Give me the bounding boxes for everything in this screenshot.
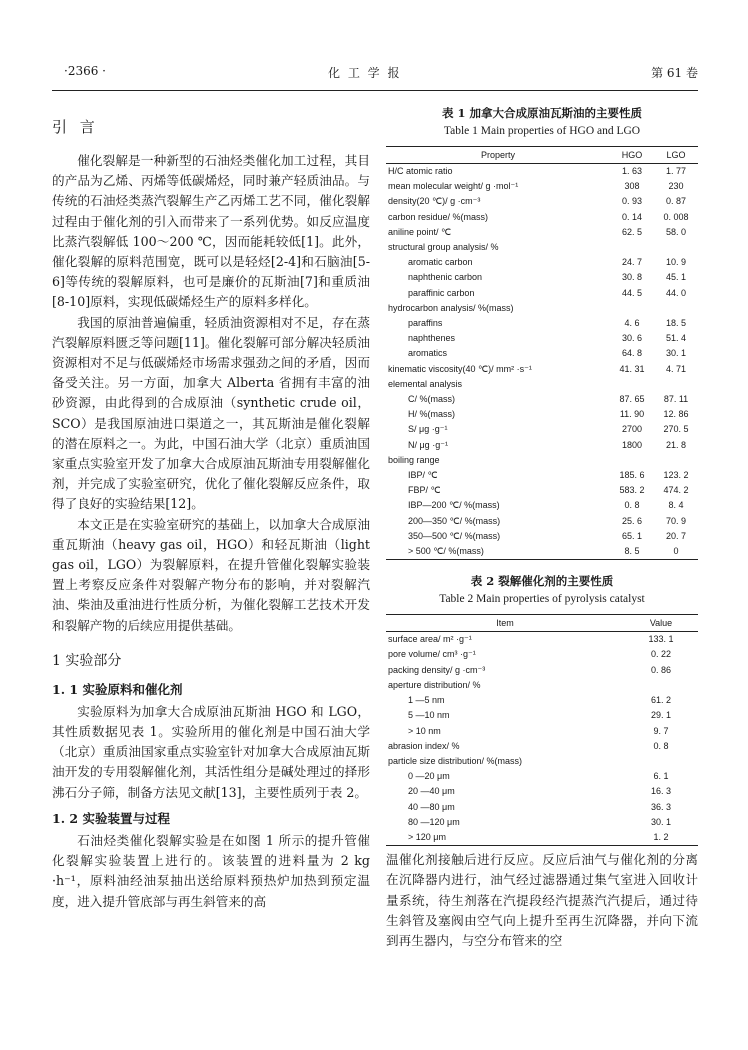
- table2-cell-value: 133. 1: [648, 634, 674, 645]
- table1-row: [386, 392, 698, 407]
- table1-row: [386, 179, 698, 194]
- intro-heading: 引 言: [52, 118, 99, 136]
- table1-body: [386, 164, 698, 560]
- table1-cell-hgo: 2700: [621, 424, 643, 435]
- table1-header-property: Property: [386, 147, 610, 164]
- table1-cell-lgo: 4. 71: [665, 363, 687, 374]
- table2-row: [386, 800, 698, 815]
- table1-cell-lgo: 10. 9: [665, 257, 687, 268]
- table1-row: [386, 194, 698, 209]
- table1-cell-property: H/C atomic ratio: [388, 166, 453, 176]
- table1-cell-hgo: 30. 8: [621, 272, 643, 283]
- table1-cell-hgo: 65. 1: [621, 530, 643, 541]
- table1-cell-property: N/ μg ·g⁻¹: [408, 439, 448, 450]
- table2-cell-item: pore volume/ cm³ ·g⁻¹: [388, 649, 476, 660]
- table2-cell-item: particle size distribution/ %(mass): [388, 755, 523, 766]
- table1-row: [386, 225, 698, 240]
- table1-caption-en: Table 1 Main properties of HGO and LGO: [443, 125, 641, 137]
- table1-cell-property: IBP/ ℃: [408, 470, 438, 481]
- table1-cell-hgo: 1. 63: [621, 166, 643, 176]
- table1-cell-lgo: [654, 240, 698, 255]
- table1-cell-lgo: [654, 301, 698, 316]
- table1-cell-property: C/ %(mass): [408, 394, 455, 405]
- table1-cell-hgo: [610, 301, 654, 316]
- table1-cell-lgo: 1. 77: [665, 166, 687, 176]
- table2-row: [386, 632, 698, 648]
- table2-row: [386, 693, 698, 708]
- table1-cell-property: 350—500 ℃/ %(mass): [408, 530, 501, 541]
- table1-cell-hgo: [610, 377, 654, 392]
- table1-row: [386, 286, 698, 301]
- section-1-heading: 1 实验部分: [52, 652, 122, 669]
- table1-cell-lgo: 18. 5: [665, 318, 687, 329]
- section-1-1-heading: 1. 1 实验原料和催化剂: [52, 681, 183, 697]
- intro-paragraph-2: 我国的原油普遍偏重，轻质油资源相对不足，存在蒸汽裂解原料匮乏等问题[11]。催化裂解可部分解决轻质油资源相对不足与低碳烯烃市场需求强劲之间的矛盾，因而备受关注。另一方面，加拿大 Alberta 省拥有丰富的油砂资源，由此得到的合成原油（synthetic crude oil，SCO）是我国原油进口渠道之一，其瓦斯油是催化裂解的潜在原料之一。为此，中国石油大学（北京）重质油国家重点实验室开发了加拿大合成原油瓦斯油专用裂解催化剂，并完成了实验室研究，优化了催化裂解反应条件，取得了良好的实验结果[12]。: [52, 314, 370, 512]
- table1-cell-property: S/ μg ·g⁻¹: [408, 424, 448, 435]
- table2-cell-item: > 120 μm: [386, 830, 624, 846]
- table1-cell-hgo: 0. 8: [624, 500, 640, 511]
- table2-cell-value: 0. 8: [653, 740, 669, 751]
- table1-cell-lgo: 0. 87: [665, 196, 687, 207]
- table1-cell-lgo: 20. 7: [665, 530, 687, 541]
- table1-cell-property: hydrocarbon analysis/ %(mass): [388, 302, 514, 313]
- table1-cell-lgo: 70. 9: [665, 515, 687, 526]
- table1-row: [386, 331, 698, 346]
- table1-cell-property: naphthenes: [408, 333, 456, 344]
- table2-row: [386, 724, 698, 739]
- table2-cell-item: abrasion index/ %: [388, 740, 460, 751]
- right-column: [386, 104, 698, 951]
- table1-cell-property: aromatics: [408, 348, 448, 359]
- header-rule: [52, 90, 698, 91]
- table2-cell-item: 40 —80 μm: [408, 801, 455, 812]
- table2-caption-cn: 表 2 裂解催化剂的主要性质: [470, 574, 614, 589]
- table2-cell-value: 30. 1: [650, 816, 672, 827]
- table2-cell-value: 29. 1: [650, 710, 672, 721]
- table1-cell-property: FBP/ ℃: [408, 485, 441, 496]
- table1-cell-lgo: 44. 0: [665, 287, 687, 298]
- table2-row: [386, 647, 698, 662]
- table1-cell-property: > 500 ℃/ %(mass): [386, 544, 610, 560]
- table1-cell-lgo: 0. 008: [663, 211, 689, 222]
- table2: [386, 614, 698, 846]
- table1-cell-lgo: 87. 11: [663, 394, 689, 405]
- table2-row: [386, 784, 698, 799]
- table2-cell-value: 16. 3: [650, 786, 672, 797]
- table2-row: [386, 678, 698, 693]
- table2-cell-item: 1 —5 nm: [408, 695, 445, 706]
- table2-cell-value: 0. 22: [650, 649, 672, 660]
- table1-cell-lgo: [654, 377, 698, 392]
- table2-row: [386, 739, 698, 754]
- left-column: [52, 104, 370, 912]
- table2-cell-item: 80 —120 μm: [408, 816, 460, 827]
- table1-cell-hgo: 44. 5: [621, 287, 643, 298]
- table1-cell-hgo: 30. 6: [621, 333, 643, 344]
- table1-cell-hgo: 8. 5: [610, 544, 654, 560]
- table2-cell-value: 9. 7: [653, 725, 669, 736]
- table2-cell-item: surface area/ m² ·g⁻¹: [388, 634, 472, 645]
- table2-cell-item: > 10 nm: [408, 725, 441, 736]
- table1-cell-lgo: 8. 4: [668, 500, 684, 511]
- table1-cell-hgo: 64. 8: [621, 348, 643, 359]
- table1-row: [386, 301, 698, 316]
- table2-row: [386, 769, 698, 784]
- table1-row: [386, 407, 698, 422]
- table1-row: [386, 210, 698, 225]
- table1-cell-lgo: [654, 453, 698, 468]
- table1-cell-property: density(20 ℃)/ g ·cm⁻³: [388, 196, 481, 207]
- table2-cell-item: aperture distribution/ %: [388, 679, 481, 690]
- table1-row: [386, 270, 698, 285]
- table1-row: [386, 544, 698, 560]
- table1-cell-hgo: 583. 2: [619, 485, 645, 496]
- section-1-2-heading: 1. 2 实验装置与过程: [52, 810, 170, 826]
- section-1-1-text: 实验原料为加拿大合成原油瓦斯油 HGO 和 LGO，其性质数据见表 1。实验所用的催化剂是中国石油大学（北京）重质油国家重点实验室针对加拿大合成原油瓦斯油开发的专用裂解催化剂，其活性组分是碱处理过的择形沸石分子筛，制备方法见文献[13]，主要性质列于表 2。: [52, 703, 370, 800]
- right-column-text: 温催化剂接触后进行反应。反应后油气与催化剂的分离在沉降器内进行，油气经过滤器通过集气室进入回收计量系统，待生剂落在汽提段经汽提蒸汽汽提后，通过待生斜管及塞阀由空气向上提升至再生沉降器，并向下流到再生器内，与空分布管来的空: [386, 852, 698, 948]
- table1-row: [386, 346, 698, 361]
- table1-cell-property: paraffins: [408, 318, 443, 329]
- table1: [386, 146, 698, 560]
- table1-row: [386, 438, 698, 453]
- table1-cell-hgo: [610, 453, 654, 468]
- table1-row: [386, 164, 698, 180]
- journal-name: 化 工 学 报: [328, 66, 402, 80]
- table2-row: [386, 830, 698, 846]
- table2-cell-value: 36. 3: [650, 801, 672, 812]
- table1-cell-property: IBP—200 ℃/ %(mass): [408, 500, 500, 511]
- table1-row: [386, 468, 698, 483]
- table1-cell-hgo: 24. 7: [621, 257, 643, 268]
- table1-cell-hgo: 41. 31: [619, 363, 645, 374]
- table2-cell-item: 5 —10 nm: [408, 710, 450, 721]
- table2-cell-value: 0. 86: [650, 664, 672, 675]
- table1-cell-property: elemental analysis: [388, 378, 463, 389]
- table1-row: [386, 362, 698, 377]
- table1-cell-property: aniline point/ ℃: [388, 226, 452, 237]
- table1-cell-property: 200—350 ℃/ %(mass): [408, 515, 501, 526]
- table2-cell-item: 0 —20 μm: [408, 771, 450, 782]
- page-number: ·2366 ·: [64, 64, 106, 78]
- table1-row: [386, 377, 698, 392]
- table1-cell-property: aromatic carbon: [408, 257, 473, 268]
- table1-row: [386, 422, 698, 437]
- table1-cell-hgo: 0. 93: [621, 196, 643, 207]
- table1-cell-property: paraffinic carbon: [408, 287, 475, 298]
- table1-cell-lgo: 21. 8: [665, 439, 687, 450]
- table1-cell-lgo: 0: [654, 544, 698, 560]
- table1-cell-lgo: 51. 4: [665, 333, 687, 344]
- table1-row: [386, 453, 698, 468]
- table1-cell-hgo: 0. 14: [621, 211, 643, 222]
- table1-cell-hgo: 1800: [621, 439, 643, 450]
- table1-row: [386, 529, 698, 544]
- table1-row: [386, 483, 698, 498]
- table1-row: [386, 240, 698, 255]
- table1-header-hgo: HGO: [610, 147, 654, 164]
- table2-row: [386, 754, 698, 769]
- table1-cell-hgo: 25. 6: [621, 515, 643, 526]
- table2-header-item: Item: [386, 615, 624, 632]
- table2-header-value: Value: [624, 615, 698, 632]
- table1-row: [386, 255, 698, 270]
- table1-cell-lgo: 30. 1: [665, 348, 687, 359]
- table2-cell-value: [624, 754, 698, 769]
- table1-row: [386, 316, 698, 331]
- table1-cell-hgo: 62. 5: [621, 226, 643, 237]
- table1-cell-lgo: 45. 1: [665, 272, 687, 283]
- table1-cell-lgo: 474. 2: [663, 485, 689, 496]
- table1-cell-property: carbon residue/ %(mass): [388, 211, 489, 222]
- table1-cell-property: structural group analysis/ %: [388, 242, 499, 253]
- table2-cell-value: 6. 1: [653, 771, 669, 782]
- table1-cell-property: H/ %(mass): [408, 409, 455, 420]
- table1-cell-lgo: 12. 86: [663, 409, 689, 420]
- table2-caption-en: Table 2 Main properties of pyrolysis catalyst: [439, 593, 645, 606]
- table1-cell-hgo: 87. 65: [619, 394, 645, 405]
- table1-cell-hgo: 308: [624, 181, 640, 192]
- table1-cell-lgo: 230: [668, 181, 684, 192]
- table1-row: [386, 498, 698, 513]
- table1-caption-cn: 表 1 加拿大合成原油瓦斯油的主要性质: [441, 106, 642, 120]
- table2-row: [386, 663, 698, 678]
- table1-cell-hgo: 4. 6: [624, 318, 640, 329]
- intro-paragraph-3: 本文正是在实验室研究的基础上，以加拿大合成原油重瓦斯油（heavy gas oil，HGO）和轻瓦斯油（light gas oil，LGO）为裂解原料，在提升管催化裂解实验装置上考察反应条件对裂解产物分布的影响，并对裂解汽油、柴油及重油进行性质分析，为催化裂解工艺技术开发和裂解产物的后续应用提供基础。: [52, 516, 370, 633]
- volume-number: 第 61 卷: [651, 66, 698, 80]
- table1-cell-lgo: 123. 2: [663, 470, 689, 481]
- table1-cell-property: kinematic viscosity(40 ℃)/ mm² ·s⁻¹: [388, 363, 532, 374]
- table2-row: [386, 708, 698, 723]
- table1-cell-hgo: 11. 90: [619, 409, 645, 420]
- table2-row: [386, 815, 698, 830]
- table1-cell-property: mean molecular weight/ g ·mol⁻¹: [388, 181, 519, 192]
- table1-cell-hgo: 185. 6: [619, 470, 645, 481]
- intro-paragraph-1: 催化裂解是一种新型的石油烃类催化加工过程，其目的产品为乙烯、丙烯等低碳烯烃，同时兼产轻质油品。与传统的石油烃类蒸汽裂解生产乙丙烯工艺不同，催化裂解过程由于催化剂的引入而带来了一系列优势。如反应温度比蒸汽裂解低 100～200 ℃，因而能耗较低[1]。此外，催化裂解的原料范围宽，既可以是轻烃[2-4]和石脑油[5-6]等传统的裂解原料，也可是廉价的瓦斯油[7]和重质油[8-10]原料，实现低碳烯烃生产的原料多样化。: [52, 153, 370, 310]
- table2-cell-value: 61. 2: [650, 695, 672, 706]
- table1-cell-property: naphthenic carbon: [408, 272, 483, 283]
- table1-cell-lgo: 58. 0: [665, 226, 687, 237]
- table2-body: [386, 632, 698, 846]
- table2-cell-value: [624, 678, 698, 693]
- table1-header-lgo: LGO: [654, 147, 698, 164]
- table2-cell-item: 20 —40 μm: [408, 786, 455, 797]
- table1-cell-lgo: 270. 5: [663, 424, 689, 435]
- table2-cell-value: 1. 2: [624, 830, 698, 846]
- table2-cell-item: packing density/ g ·cm⁻³: [388, 664, 486, 675]
- section-1-2-text: 石油烃类催化裂解实验是在如图 1 所示的提升管催化裂解实验装置上进行的。该装置的进料量为 2 kg ·h⁻¹，原料油经油泵抽出送给原料预热炉加热到预定温度，进入提升管底部与再生斜管来的高: [52, 832, 370, 909]
- table1-cell-hgo: [610, 240, 654, 255]
- table1-row: [386, 514, 698, 529]
- table1-cell-property: boiling range: [388, 454, 440, 465]
